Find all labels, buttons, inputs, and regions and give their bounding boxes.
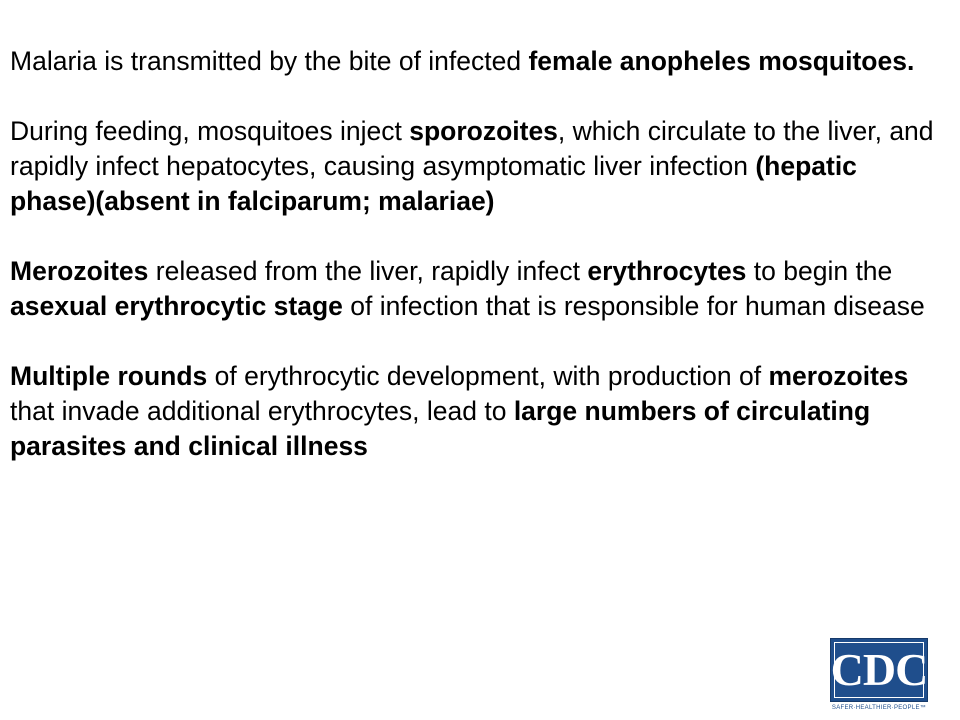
cdc-logo-letters: CDC xyxy=(830,644,928,695)
cdc-logo xyxy=(830,638,928,716)
text-segment-bold: merozoites xyxy=(768,361,909,391)
text-segment-bold: (hepatic phase)(absent in falciparum; malariae) xyxy=(10,151,857,216)
text-segment: , which circulate to the liver, and rapidly infect hepatocytes, causing asymptomatic liver infection xyxy=(10,116,934,181)
paragraph-hepatic-phase xyxy=(10,114,945,219)
text-segment: to begin the xyxy=(746,256,893,286)
text-segment-bold: female anopheles mosquitoes. xyxy=(528,46,915,76)
text-segment: of erythrocytic development, with production of xyxy=(207,361,769,391)
cdc-logo-tagline: SAFER·HEALTHIER·PEOPLE™ xyxy=(831,705,927,711)
text-segment-bold: Multiple rounds xyxy=(10,361,208,391)
text-segment-bold: asexual erythrocytic stage xyxy=(10,291,343,321)
text-segment: released from the liver, rapidly infect xyxy=(148,256,588,286)
text-segment-bold: sporozoites xyxy=(409,116,558,146)
text-segment: Malaria is transmitted by the bite of infected xyxy=(10,46,529,76)
text-segment-bold: erythrocytes xyxy=(587,256,747,286)
paragraph-transmission xyxy=(10,44,945,79)
text-segment: of infection that is responsible for human disease xyxy=(342,291,925,321)
paragraph-erythrocytic-stage xyxy=(10,254,945,324)
text-segment-bold: Merozoites xyxy=(10,256,149,286)
text-segment-bold: large numbers of circulating parasites and clinical illness xyxy=(10,396,871,461)
text-segment: that invade additional erythrocytes, lead to xyxy=(10,396,514,426)
paragraph-clinical-illness xyxy=(10,359,945,464)
text-segment: During feeding, mosquitoes inject xyxy=(10,116,410,146)
slide-body xyxy=(10,44,945,464)
